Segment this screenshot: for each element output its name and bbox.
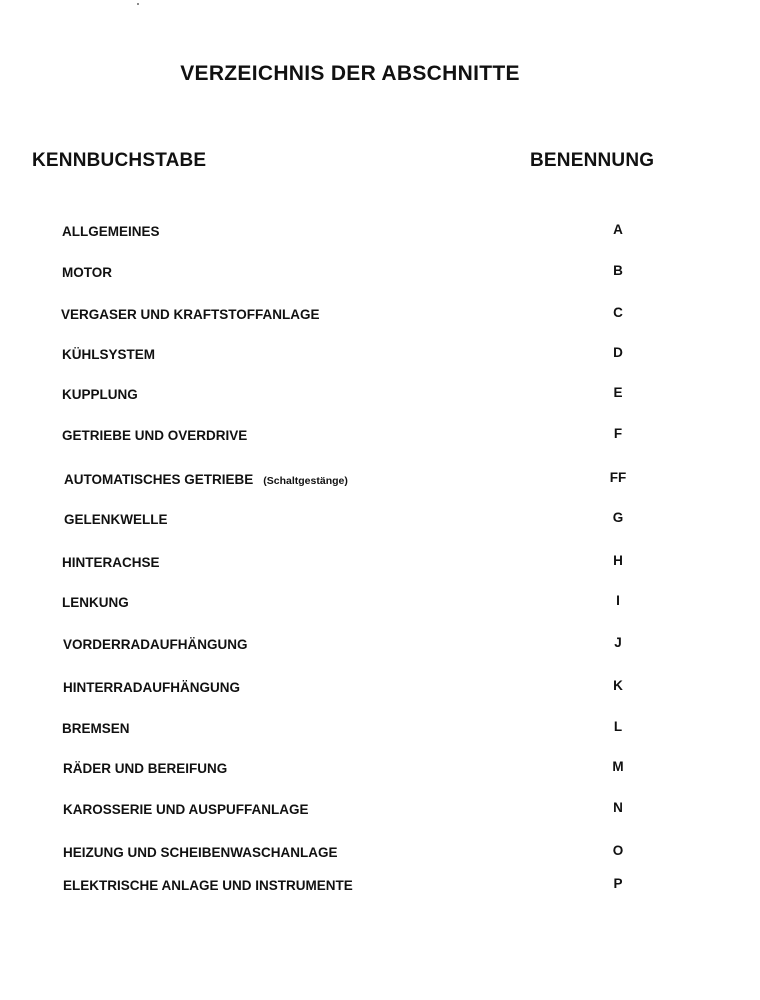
section-row	[0, 387, 760, 407]
section-row	[0, 347, 760, 367]
section-name: ALLGEMEINES	[62, 224, 160, 239]
section-letter: K	[613, 678, 623, 693]
section-letter: N	[613, 800, 623, 815]
section-letter: M	[612, 759, 624, 774]
section-note: (Schaltgestänge)	[263, 475, 348, 487]
column-header-benennung: BENENNUNG	[530, 150, 655, 171]
section-name: HINTERACHSE	[62, 555, 160, 570]
section-letter: D	[613, 345, 623, 360]
section-letter: P	[613, 876, 623, 891]
section-letter: G	[612, 510, 624, 525]
section-name: LENKUNG	[62, 595, 129, 610]
section-name: ELEKTRISCHE ANLAGE UND INSTRUMENTE	[63, 878, 353, 893]
section-name: HEIZUNG UND SCHEIBENWASCHANLAGE	[63, 845, 338, 860]
section-name: RÄDER UND BEREIFUNG	[63, 761, 228, 776]
section-name: HINTERRADAUFHÄNGUNG	[63, 680, 240, 695]
section-row	[0, 637, 760, 657]
section-letter: J	[614, 635, 622, 650]
section-name: GETRIEBE UND OVERDRIVE	[62, 428, 248, 443]
section-row	[0, 761, 760, 781]
section-row	[0, 680, 760, 700]
page-title	[0, 62, 700, 86]
section-row	[0, 428, 760, 448]
section-letter: I	[616, 593, 620, 608]
section-name: MOTOR	[62, 265, 112, 280]
section-name: KAROSSERIE UND AUSPUFFANLAGE	[63, 802, 309, 817]
section-row	[0, 472, 760, 492]
section-letter: H	[613, 553, 623, 568]
column-header-kennbuchstabe: KENNBUCHSTABE	[32, 150, 207, 171]
section-name: KÜHLSYSTEM	[62, 347, 156, 362]
section-row	[0, 512, 760, 532]
section-name: AUTOMATISCHES GETRIEBE (Schaltgestänge)	[64, 472, 348, 487]
section-letter: C	[613, 305, 623, 320]
section-letter: F	[613, 426, 623, 441]
section-name: BREMSEN	[62, 721, 130, 736]
section-row	[0, 265, 760, 285]
section-row	[0, 307, 760, 327]
section-letter: FF	[609, 470, 627, 485]
section-letter: E	[613, 385, 623, 400]
section-name: GELENKWELLE	[64, 512, 168, 527]
section-row	[0, 595, 760, 615]
section-row	[0, 721, 760, 741]
section-row	[0, 878, 760, 898]
section-row	[0, 555, 760, 575]
section-letter: L	[613, 719, 623, 734]
section-name: KUPPLUNG	[62, 387, 138, 402]
section-row	[0, 802, 760, 822]
section-letter: B	[613, 263, 623, 278]
section-letter: A	[613, 222, 623, 237]
section-row	[0, 224, 760, 244]
section-name: VORDERRADAUFHÄNGUNG	[63, 637, 248, 652]
section-row	[0, 845, 760, 865]
section-name: VERGASER UND KRAFTSTOFFANLAGE	[61, 307, 320, 322]
section-letter: O	[612, 843, 624, 858]
page-title-text: VERZEICHNIS DER ABSCHNITTE	[180, 62, 520, 85]
scan-speck	[137, 3, 139, 5]
